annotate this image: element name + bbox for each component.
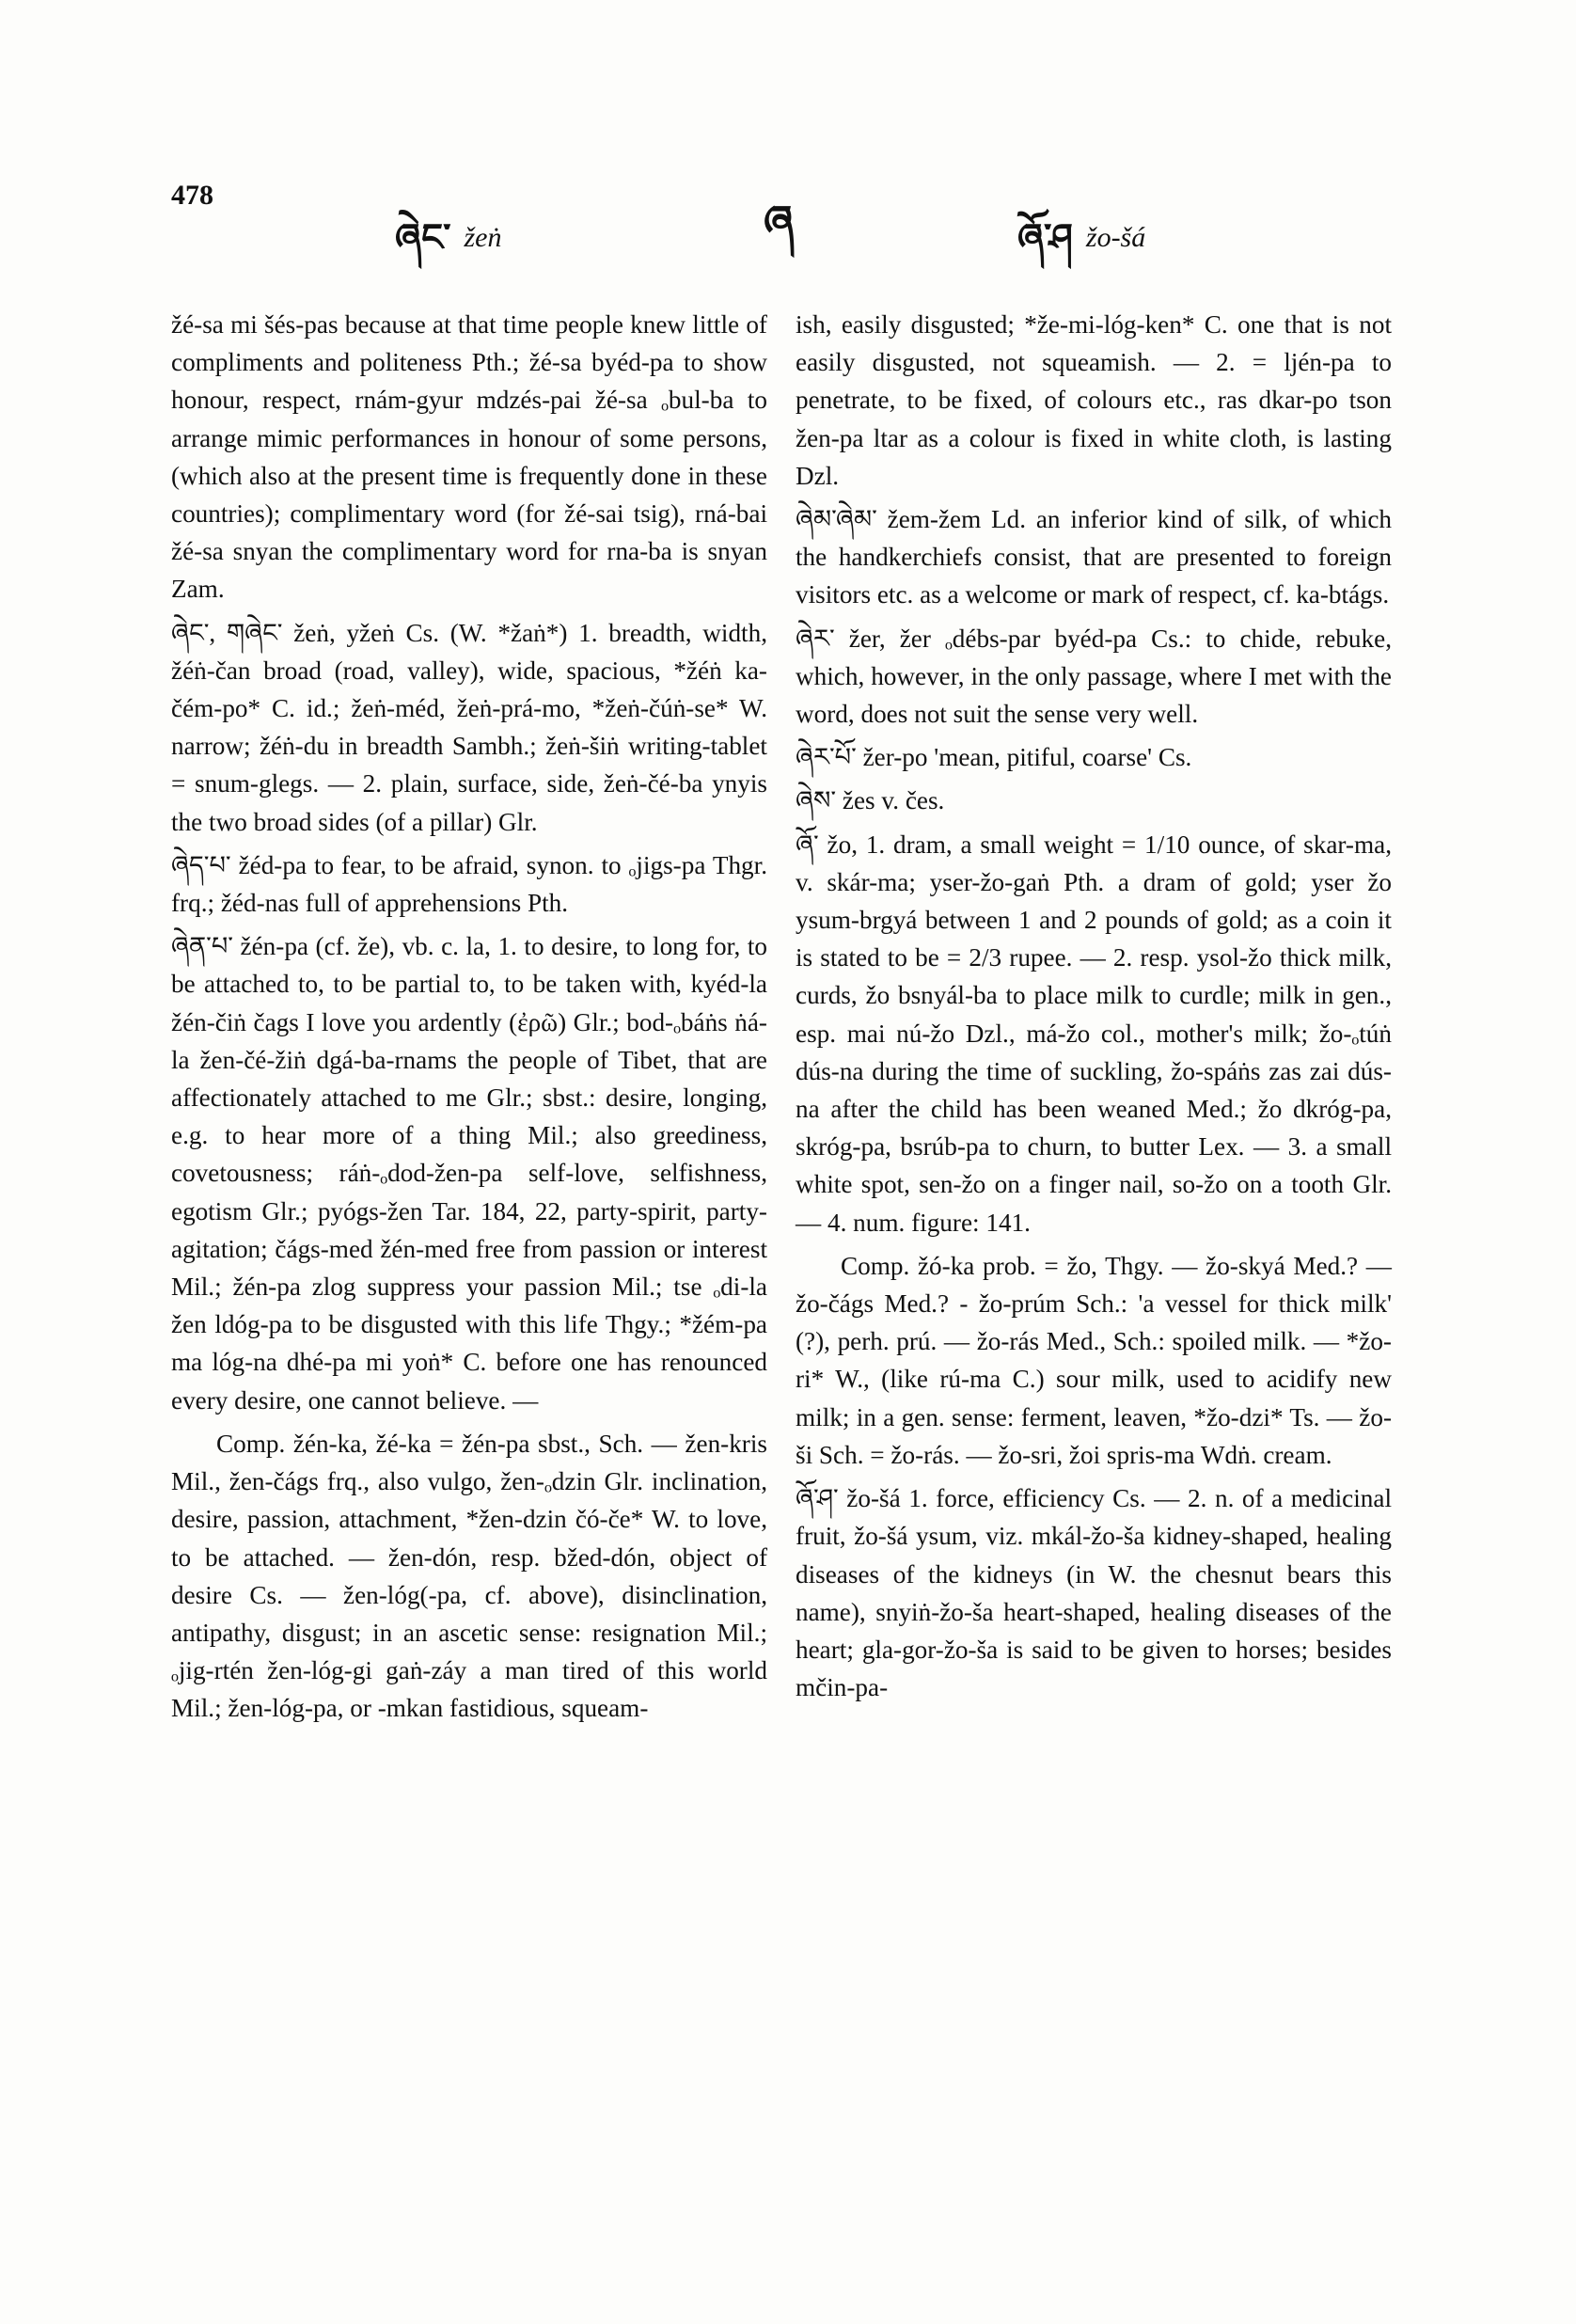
entry-zho: ཞོ་ žo, 1. dram, a small weight = 1/10 ounce, of skar-ma, v. skár-ma; yser-žo-gaṅ Pth. a dram of gold; yser žo ysum-brgyá between 1 and 2 pounds of gold; as a coin it is stated to be = 2/3 rupee. — 2. resp. ysol-žo thick milk, curds, žo bsnyál-ba to place milk to curdle; milk in gen., esp. mai nú-žo Dzl., má-žo col., mother's milk; žo-ₒtúṅ dús-na during the time of suckling, žo-spáṅs zas zai dús-na after the child has been weaned Med.; žo dkróg-pa, skróg-pa, bsrúb-pa to churn, to butter Lex. — 3. a small white spot, sen-žo on a finger nail, so-žo on a tooth Glr. — 4. num. figure: 141. [796, 830, 1392, 1237]
right-headword-tibetan: ཞོ་ཤ [1017, 216, 1073, 259]
entry-zhen-breadth: ཞེང་, གཞེང་ žeṅ, yžeṅ Cs. (W. *žaṅ*) 1. breadth, width, žéṅ-čan broad (road, valley), wide, spacious, *žéṅ ka-čém-po* C. id.; žeṅ-méd, žeṅ-prá-mo, *žeṅ-čúṅ-se* W. narrow; žéṅ-du in breadth Sambh.; žeṅ-šiṅ writing-tablet = snum-glegs. — 2. plain, surface, side, žeṅ-čé-ba ynyis the two broad sides (of a pillar) Glr. [171, 618, 767, 836]
left-headword-tibetan: ཞེང་ [395, 216, 451, 259]
page-number: 478 [171, 180, 213, 211]
entry-zhes: ཞེས་ žes v. čes. [796, 786, 945, 815]
right-column [796, 306, 1392, 1712]
left-running-headword [395, 195, 501, 301]
page-header [0, 174, 1576, 259]
entry-zhen-continuation: ish, easily disgusted; *že-mi-lóg-ken* C. one that is not easily disgusted, not squeamish. — 2. = ljén-pa to penetrate, to be fixed, of colours etc., ras dkar-po tson žen-pa ltar as a colour is fixed in white cloth, is lasting Dzl. [796, 310, 1392, 490]
right-running-headword [1017, 195, 1145, 301]
entry-zher: ཞེར་ žer, žer ₒdébs-par byéd-pa Cs.: to chide, rebuke, which, however, in the only passage, where I met with the word, does not suit the sense very well. [796, 624, 1392, 729]
entry-zho-compounds: Comp. žó-ka prob. = žo, Thgy. — žo-skyá Med.? — žo-čágs Med.? - žo-prúm Sch.: 'a vessel for thick milk' (?), perh. prú. — žo-rás Med., Sch.: spoiled milk. — *žo-ri* W., (like rú-ma C.) sour milk, used to acidify new milk; in a gen. sense: ferment, leaven, *žo-dzi* Ts. — žo-ši Sch. = žo-rás. — žo-sri, žoi spris-ma Wdṅ. cream. [796, 1251, 1392, 1469]
right-headword-translit: žo-šá [1085, 222, 1146, 253]
section-letter: ཞ [764, 198, 795, 245]
entry-zher-po: ཞེར་པོ་ žer-po 'mean, pitiful, coarse' Cs. [796, 743, 1192, 772]
entry-zhem-zhem: ཞེམ་ཞེམ་ žem-žem Ld. an inferior kind of silk, of which the handkerchiefs consist, that are presented to foreign visitors etc. as a welcome or mark of respect, cf. ka-btágs. [796, 505, 1392, 609]
entry-zhen-pa-compounds: Comp. žén-ka, žé-ka = žén-pa sbst., Sch. — žen-kris Mil., žen-čágs frq., also vulgo, žen-ₒdzin Glr. inclination, desire, passion, attachment, *žen-dzin čó-če* W. to love, to be attached. — žen-dón, resp. bžed-dón, object of desire Cs. — žen-lóg(-pa, cf. above), disinclination, antipathy, disgust; in an ascetic sense: resignation Mil.; ₒjig-rtén žen-lóg-gi gaṅ-záy a man tired of this world Mil.; žen-lóg-pa, or -mkan fastidious, squeam- [171, 1429, 767, 1723]
entry-zhed-pa: ཞེད་པ་ žéd-pa to fear, to be afraid, synon. to ₒjigs-pa Thgr. frq.; žéd-nas full of apprehensions Pth. [171, 850, 767, 918]
entry-zho-sha: ཞོ་ཤ་ žo-šá 1. force, efficiency Cs. — 2. n. of a medicinal fruit, žo-šá ysum, viz. mkál-žo-ša kidney-shaped, healing diseases of the kidneys (in W. the chesnut bears this name), snyiṅ-žo-ša heart-shaped, healing diseases of the heart; gla-gor-žo-ša is said to be given to horses; besides mčin-pa- [796, 1484, 1392, 1702]
left-column [171, 306, 767, 1733]
entry-zhen-pa: ཞེན་པ་ žén-pa (cf. že), vb. c. la, 1. to desire, to long for, to be attached to, to be partial to, to be taken with, kyéd-la žén-čiṅ čags I love you ardently (ἐρῶ) Glr.; bod-ₒbáṅs ṅá-la žen-čé-žiṅ dgá-ba-rnams the people of Tibet, that are affectionately attached to me Glr.; sbst.: desire, longing, e.g. to hear more of a thing Mil.; also greediness, covetousness; ráṅ-ₒdod-žen-pa self-love, selfishness, egotism Glr.; pyógs-žen Tar. 184, 22, party-spirit, party-agitation; čágs-med žén-med free from passion or interest Mil.; žén-pa zlog suppress your passion Mil.; tse ₒdi-la žen ldóg-pa to be disgusted with this life Thgy.; *žém-pa ma lóg-na dhé-pa mi yoṅ* C. before one has renounced every desire, one cannot believe. — [171, 932, 767, 1415]
left-headword-translit: žeṅ [464, 222, 502, 253]
entry-continuation: žé-sa mi šés-pas because at that time people knew little of compliments and politeness Pth.; žé-sa byéd-pa to show honour, respect, rnám-gyur mdzés-pai žé-sa ₒbul-ba to arrange mimic performances in honour of some persons, (which also at the present time is frequently done in these countries); complimentary word (for žé-sai tsig), rná-bai žé-sa snyan the complimentary word for rna-ba is snyan Zam. [171, 310, 767, 604]
